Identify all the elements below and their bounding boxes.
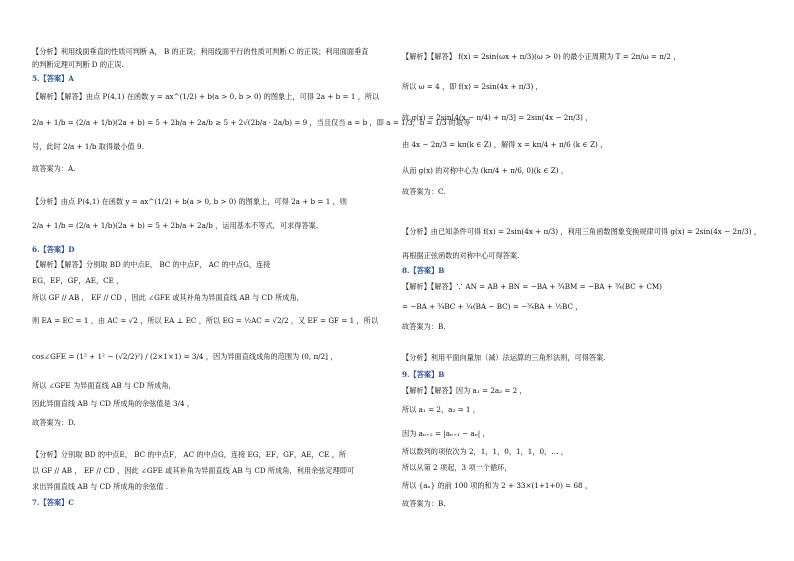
analysis-line: 【分析】分别取 BD 的中点E， BC 的中点F， AC 的中点G，连接 EG，EF，GF，AE，CE ，所 (32, 450, 347, 459)
solution-line: 所以从第 2 项起，3 项一个循环， (402, 463, 512, 472)
solution-line: cos∠GFE = (1² + 1² − (√2/2)²) / (2×1×1) = 3/4 ，因为异面直线成角的范围为 (0, π/2] ， (32, 352, 338, 361)
analysis-line: 2/a + 1/b = (2/a + 1/b)(2a + b) = 5 + 2b/a + 2a/b ，运用基本不等式，可求得答案. (32, 221, 319, 230)
solution-line: 故答案为：B. (402, 499, 446, 508)
solution-line: 所以 ω = 4 ，即 f(x) = 2sin(4x + π/3) ， (402, 82, 543, 91)
solution-line: 2/a + 1/b = (2/a + 1/b)(2a + b) = 5 + 2b/a + 2a/b ≥ 5 + 2√(2b/a · 2a/b) = 9 ，当且仅当 a = b ，即 a = 1/3，b = 1/3 时取等 (32, 118, 471, 127)
solution-line: EG，EF，GF，AE，CE ， (32, 276, 124, 285)
solution-line: 从而 g(x) 的对称中心为 (kπ/4 + π/6, 0)(k ∈ Z) ， (402, 166, 569, 175)
analysis-line: 求出异面直线 AB 与 CD 所成角的余弦值 . (32, 482, 169, 491)
solution-line: 故 g(x) = 2sin[4(x − π/4) + π/3] = 2sin(4x − 2π/3) ， (402, 113, 593, 122)
q5-answer: 5.【答案】A (32, 74, 74, 83)
solution-line: = −BA + ¾BC + ¼(BA − BC) = −¾BA + ½BC ， (402, 302, 583, 311)
q8-answer: 8.【答案】B (402, 266, 445, 275)
solution-line: 所以数列的项依次为 2，1，1，0，1，1，0，… ， (402, 447, 568, 456)
solution-line: 【解析】【解答】 f(x) = 2sin(ωx + π/3)(ω > 0) 的最小正周期为 T = 2π/ω = π/2 ， (402, 52, 681, 61)
analysis-line: 以 GF // AB ， EF // CD ，因此 ∠GFE 或其补角为异面直线 AB 与 CD 所成角，利用余弦定理即可 (32, 466, 355, 475)
analysis-line: 【分析】利用平面向量加（减）法运算的三角形法则，可得答案. (402, 353, 606, 362)
solution-line: 由 4x − 2π/3 = kπ(k ∈ Z) ，解得 x = kπ/4 + π/6 (k ∈ Z) ， (402, 140, 608, 149)
solution-line: 故答案为：D. (32, 418, 76, 427)
analysis-line: 【分析】利用线面垂直的性质可判断 A， B 的正误；利用线面平行的性质可判断 C 的正误；利用面面垂直 (32, 47, 369, 56)
solution-line: 【解析】【解答】由点 P(4,1) 在函数 y = ax^(1/2) + b(a > 0, b > 0) 的图象上，可得 2a + b = 1 ，所以 (32, 92, 380, 101)
solution-line: 故答案为：B. (402, 322, 446, 331)
analysis-line: 【分析】由已知条件可得 f(x) = 2sin(4x + π/3) ，利用三角函数图象变换规律可得 g(x) = 2sin(4x − 2π/3) ， (402, 227, 762, 236)
analysis-line: 【分析】由点 P(4,1) 在函数 y = ax^(1/2) + b(a > 0, b > 0) 的图象上，可得 2a + b = 1 ，则 (32, 197, 347, 206)
solution-line: 所以 a₁ = 2，a₂ = 1 ， (402, 405, 480, 414)
analysis-line: 再根据正弦函数的对称中心可得答案. (402, 251, 520, 260)
q6-answer: 6.【答案】D (32, 245, 75, 254)
solution-line: 【解析】【解答】分别取 BD 的中点E， BC 的中点F， AC 的中点G，连接 (32, 260, 271, 269)
solution-line: 号，此时 2/a + 1/b 取得最小值 9. (32, 142, 144, 151)
analysis-line: 的判断定理可判断 D 的正误. (32, 60, 124, 69)
solution-line: 因为 aₙ₊₂ = |aₙ₊₁ − aₙ| ， (402, 429, 490, 438)
solution-line: 故答案为：A. (32, 164, 76, 173)
q7-answer: 7.【答案】C (32, 498, 74, 507)
solution-line: 【解析】【解答】因为 a₁ = 2a₂ = 2 ， (402, 386, 527, 395)
solution-line: 所以 ∠GFE 为异面直线 AB 与 CD 所成角， (32, 381, 176, 390)
solution-line: 所以 GF // AB ， EF // CD ，因此 ∠GFE 或其补角为异面直线 AB 与 CD 所成角， (32, 293, 304, 302)
q9-answer: 9.【答案】B (402, 370, 445, 379)
solution-line: 则 EA = EC = 1 ，由 AC = √2 ，所以 EA ⊥ EC ，所以 EG = ½AC = √2/2 ，又 EF = GF = 1 ，所以 (32, 316, 379, 325)
solution-line: 所以 {aₙ} 的前 100 项的和为 2 + 33×(1+1+0) = 68 ， (402, 481, 593, 490)
solution-line: 故答案为：C. (402, 187, 446, 196)
solution-line: 因此异面直线 AB 与 CD 所成角的余弦值是 3/4 ， (32, 399, 195, 408)
solution-line: 【解析】【解答】∵ AN = AB + BN = −BA + ¾BM = −BA + ¾(BC + CM) (402, 282, 662, 291)
